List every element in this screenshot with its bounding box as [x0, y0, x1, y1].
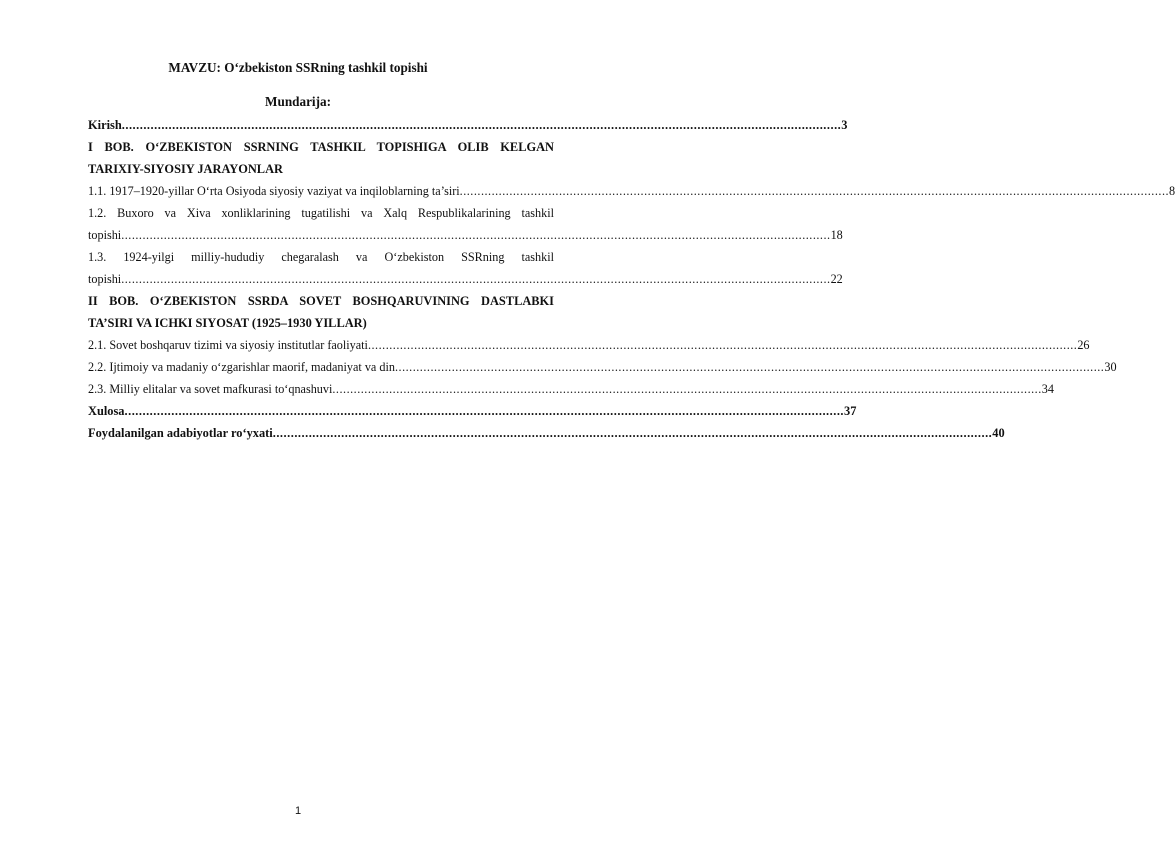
toc-page-number: 22 — [830, 272, 843, 286]
toc-entry-label: 2.1. Sovet boshqaruv tizimi va siyosiy institutlar faoliyati — [88, 338, 368, 352]
toc-entry-label: 2.2. Ijtimoiy va madaniy o‘zgarishlar maorif, madaniyat va din — [88, 360, 395, 374]
page-number: 1 — [294, 805, 302, 817]
toc-entry-1-2-cont — [88, 224, 843, 246]
toc-chapter-1-cont — [88, 158, 554, 180]
toc-page-number: 30 — [1104, 360, 1117, 374]
toc-chapter-label: II BOB. O‘ZBEKISTON SSRDA SOVET BOSHQARUVINING DASTLABKI — [88, 294, 554, 308]
toc-entry-2-2[interactable] — [88, 356, 1117, 378]
toc-leader-dots: ........................................................................................................................................................................................................ — [367, 338, 1078, 352]
toc-leader-dots: ........................................................................................................................................................................................................ — [121, 272, 831, 286]
toc-page-number: 8 — [1169, 184, 1175, 198]
toc-entry-2-3[interactable] — [88, 378, 1054, 400]
toc-page-number: 26 — [1077, 338, 1090, 352]
toc-entry-label: 1.3. 1924-yilgi milliy-hududiy chegaralash va O‘zbekiston SSRning tashkil — [88, 250, 554, 264]
toc-leader-dots: ........................................................................................................................................................................................................ — [121, 118, 842, 132]
toc-entry-1-3[interactable] — [88, 246, 554, 268]
toc-entry-label: Kirish — [88, 118, 122, 132]
toc-entry-kirish[interactable] — [88, 114, 848, 136]
toc-entry-label: Foydalanilgan adabiyotlar ro‘yxati — [88, 426, 273, 440]
toc-leader-dots: ........................................................................................................................................................................................................ — [124, 404, 845, 418]
toc-entry-2-1[interactable] — [88, 334, 1090, 356]
toc-page-number: 18 — [830, 228, 843, 242]
toc-chapter-label: I BOB. O‘ZBEKISTON SSRNING TASHKIL TOPISHIGA OLIB KELGAN — [88, 140, 554, 154]
toc-entry-label: 1.1. 1917–1920-yillar O‘rta Osiyoda siyosiy vaziyat va inqiloblarning ta’siri — [88, 184, 460, 198]
toc-entry-label: topishi — [88, 228, 122, 242]
toc-leader-dots: ........................................................................................................................................................................................................ — [459, 184, 1170, 198]
toc-entry-adabiyotlar[interactable] — [88, 422, 1005, 444]
toc-leader-dots: ........................................................................................................................................................................................................ — [332, 382, 1042, 396]
toc-chapter-1[interactable] — [88, 136, 554, 158]
document-title: MAVZU: O‘zbekiston SSRning tashkil topishi — [168, 60, 428, 75]
toc-page-number: 34 — [1041, 382, 1054, 396]
toc-heading: Mundarija: — [265, 94, 331, 109]
table-of-contents — [88, 114, 1175, 444]
toc-page-number: 37 — [844, 404, 857, 418]
toc-entry-1-1[interactable] — [88, 180, 1175, 202]
toc-entry-1-2[interactable] — [88, 202, 554, 224]
toc-leader-dots: ........................................................................................................................................................................................................ — [272, 426, 993, 440]
toc-chapter-2[interactable] — [88, 290, 554, 312]
toc-entry-1-3-cont — [88, 268, 843, 290]
toc-entry-label: 2.3. Milliy elitalar va sovet mafkurasi to‘qnashuvi — [88, 382, 333, 396]
toc-page-number: 3 — [841, 118, 848, 132]
toc-page-number: 40 — [992, 426, 1005, 440]
toc-chapter-label: TARIXIY-SIYOSIY JARAYONLAR — [88, 162, 283, 176]
toc-entry-xulosa[interactable] — [88, 400, 857, 422]
toc-chapter-2-cont — [88, 312, 554, 334]
toc-entry-label: Xulosa — [88, 404, 125, 418]
toc-entry-label: 1.2. Buxoro va Xiva xonliklarining tugatilishi va Xalq Respublikalarining tashkil — [88, 206, 554, 220]
toc-entry-label: topishi — [88, 272, 122, 286]
toc-leader-dots: ........................................................................................................................................................................................................ — [121, 228, 831, 242]
toc-chapter-label: TA’SIRI VA ICHKI SIYOSAT (1925–1930 YILLAR) — [88, 316, 367, 330]
toc-leader-dots: ........................................................................................................................................................................................................ — [394, 360, 1105, 374]
